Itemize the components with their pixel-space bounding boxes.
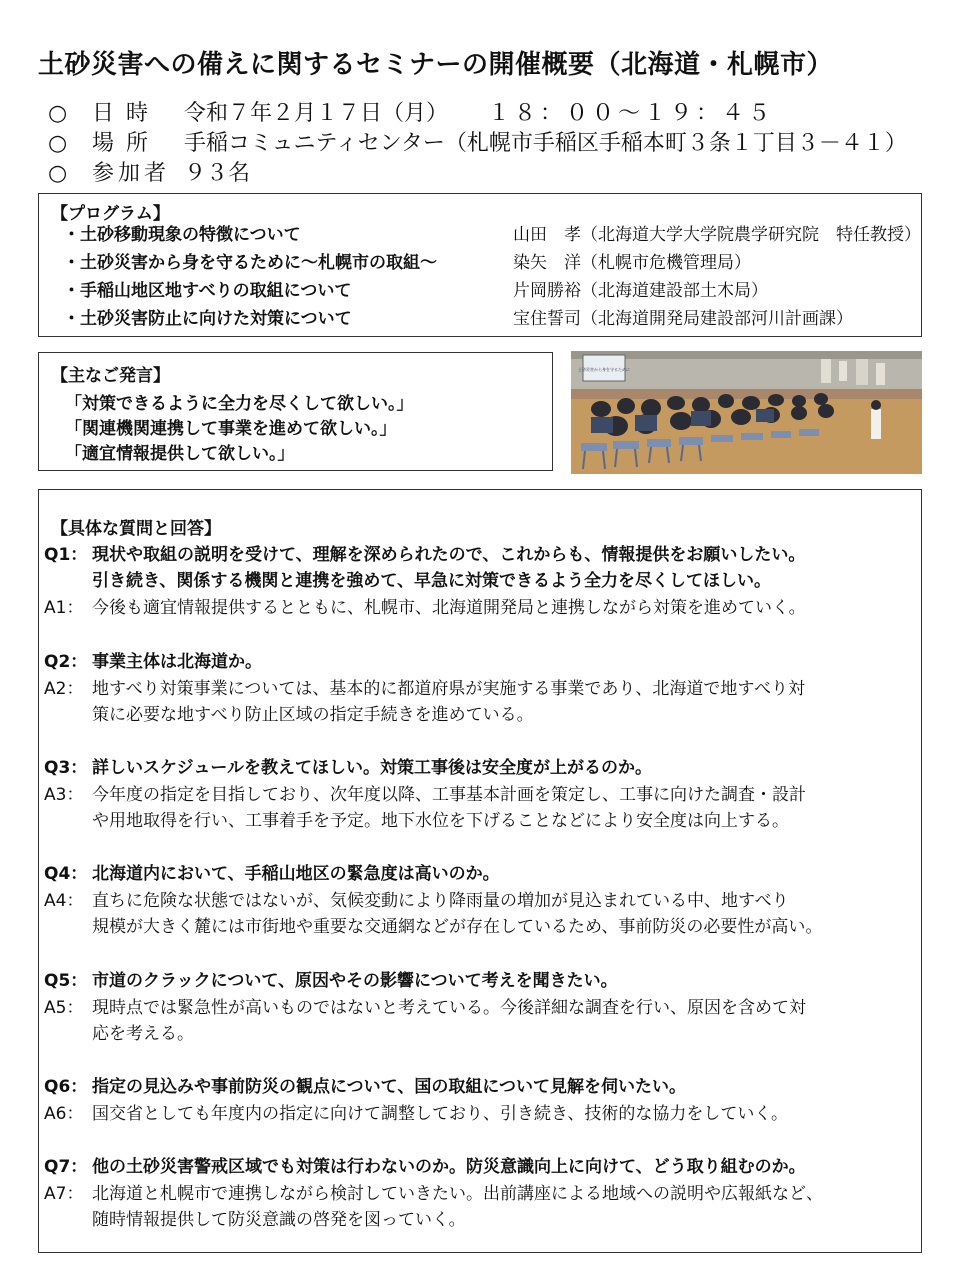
meta-place [48, 126, 907, 157]
answer [44, 1099, 788, 1124]
answer-text: 国交省としても年度内の指定に向けて調整しており、引き続き、技術的な協力をしていく。 [92, 1104, 788, 1124]
answer-continued: 規模が大きく麓には市街地や重要な交通網などが存在しているため、事前防災の必要性が高い。 [92, 917, 823, 937]
meta-value: 令和７年２月１７日（月） [184, 101, 449, 126]
answer-continued: 策に必要な地すべり防止区域の指定手続きを進めている。 [92, 705, 534, 725]
program-presenter: 片岡勝裕（北海道建設部土木局） [513, 281, 768, 301]
answer [44, 1179, 823, 1204]
remarks-heading: 【主なご発言】 [51, 366, 170, 386]
question-text: 詳しいスケジュールを教えてほしい。対策工事後は安全度が上がるのか。 [92, 758, 652, 778]
qa-heading: 【具体な質問と回答】 [51, 519, 221, 539]
answer-continued: 随時情報提供して防災意識の啓発を図っていく。 [92, 1210, 466, 1230]
question-label: Q6： [44, 1077, 88, 1097]
question-text: 北海道内において、手稲山地区の緊急度は高いのか。 [92, 864, 500, 884]
answer-continued: 応を考える。 [92, 1024, 194, 1044]
bullet: ○ [48, 101, 68, 126]
answer-label: A4： [44, 891, 84, 911]
program-item [63, 304, 923, 328]
bullet: ○ [48, 161, 68, 186]
program-presenter: 染矢 洋（札幌市危機管理局） [513, 253, 751, 273]
program-title: ・土砂移動現象の特徴について [63, 225, 301, 245]
answer [44, 993, 806, 1018]
program-box [38, 193, 922, 337]
question [44, 1152, 806, 1177]
answer-label: A5： [44, 998, 84, 1018]
remark-quote: 「適宜情報提供して欲しい。」 [65, 444, 295, 464]
question-label: Q7： [44, 1157, 88, 1177]
seminar-photo [571, 351, 922, 474]
remark-quote: 「対策できるように全力を尽くして欲しい。」 [65, 394, 414, 414]
bullet: ○ [48, 131, 68, 156]
answer-label: A6： [44, 1104, 84, 1124]
program-item [63, 220, 923, 244]
answer-label: A1： [44, 598, 84, 618]
answer [44, 886, 789, 911]
program-heading: 【プログラム】 [51, 204, 170, 224]
remarks-box [38, 352, 553, 471]
program-title: ・土砂災害から身を守るために～札幌市の取組～ [63, 253, 437, 273]
meta-date [48, 96, 774, 127]
remark-quote: 「関連機関連携して事業を進めて欲しい。」 [65, 419, 397, 439]
question-label: Q2： [44, 652, 88, 672]
question-label: Q1： [44, 545, 88, 565]
program-presenter: 山田 孝（北海道大学大学院農学研究院 特任教授） [513, 225, 921, 245]
question [44, 966, 618, 991]
answer-text: 地すべり対策事業については、基本的に都道府県が実施する事業であり、北海道で地すべり対 [92, 679, 805, 699]
meta-value: ９３名 [184, 161, 251, 186]
question [44, 540, 805, 565]
meta-label: 参加者 [92, 161, 171, 186]
question [44, 859, 500, 884]
program-title: ・土砂災害防止に向けた対策について [63, 309, 352, 329]
answer-label: A3： [44, 785, 84, 805]
question-text: 市道のクラックについて、原因やその影響について考えを聞きたい。 [92, 971, 618, 991]
program-title: ・手稲山地区地すべりの取組について [63, 281, 352, 301]
question-text: 指定の見込みや事前防災の観点について、国の取組について見解を伺いたい。 [92, 1077, 686, 1097]
question-continued: 引き続き、関係する機関と連携を強めて、早急に対策できるよう全力を尽くしてほしい。 [92, 571, 771, 591]
page-title: 土砂災害への備えに関するセミナーの開催概要（北海道・札幌市） [38, 50, 834, 80]
answer-label: A2： [44, 679, 84, 699]
program-item [63, 276, 923, 300]
question [44, 753, 652, 778]
answer-text: 現時点では緊急性が高いものではないと考えている。今後詳細な調査を行い、原因を含めて対 [92, 998, 806, 1018]
meta-value: 手稲コミュニティセンター（札幌市手稲区手稲本町３条１丁目３－４１） [184, 131, 907, 156]
question-label: Q4： [44, 864, 88, 884]
answer-text: 直ちに危険な状態ではないが、気候変動により降雨量の増加が見込まれている中、地すべり [92, 891, 789, 911]
question [44, 647, 262, 672]
answer [44, 593, 806, 618]
question [44, 1072, 686, 1097]
question-label: Q3： [44, 758, 88, 778]
question-text: 事業主体は北海道か。 [92, 652, 262, 672]
meta-participants [48, 156, 250, 187]
meta-time: １８：００～１９：４５ [488, 101, 775, 126]
qa-box [38, 489, 922, 1253]
projector-slide-text: 土砂災害から身を守るために [578, 367, 630, 372]
answer-text: 今年度の指定を目指しており、次年度以降、工事基本計画を策定し、工事に向けた調査・設計 [92, 785, 806, 805]
answer-text: 北海道と札幌市で連携しながら検討していきたい。出前講座による地域への説明や広報紙など、 [92, 1184, 823, 1204]
program-presenter: 宝住誓司（北海道開発局建設部河川計画課） [513, 309, 853, 329]
question-text: 他の土砂災害警戒区域でも対策は行わないのか。防災意識向上に向けて、どう取り組むのか。 [92, 1157, 806, 1177]
answer-continued: や用地取得を行い、工事着手を予定。地下水位を下げることなどにより安全度は向上する。 [92, 811, 789, 831]
meta-label: 場所 [92, 131, 161, 156]
program-item [63, 248, 923, 272]
meta-label: 日時 [92, 101, 161, 126]
question-text: 現状や取組の説明を受けて、理解を深められたので、これからも、情報提供をお願いしたい。 [92, 545, 806, 565]
answer-label: A7： [44, 1184, 84, 1204]
answer [44, 674, 805, 699]
answer-text: 今後も適宜情報提供するとともに、札幌市、北海道開発局と連携しながら対策を進めていく。 [92, 598, 806, 618]
question-label: Q5： [44, 971, 88, 991]
answer [44, 780, 806, 805]
